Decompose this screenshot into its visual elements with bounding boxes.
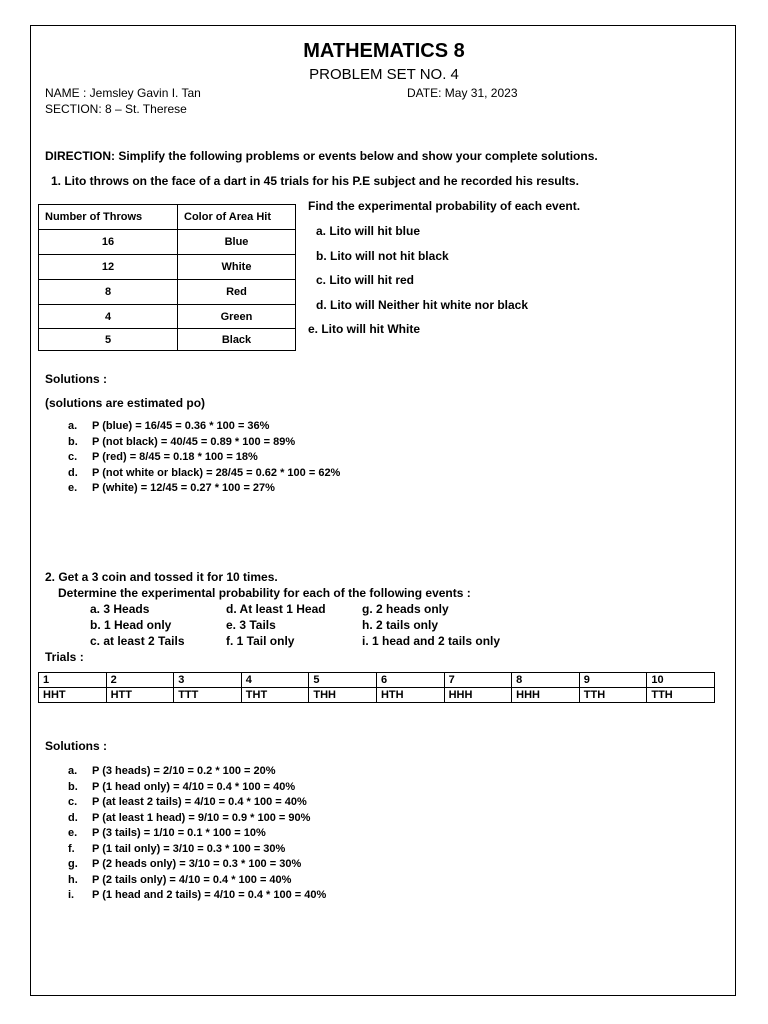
table-cell: HTH	[376, 688, 444, 703]
event-item: b. Lito will not hit black	[316, 249, 449, 263]
table-header-row	[39, 205, 296, 230]
table-cell: White	[178, 255, 296, 280]
table-row	[39, 255, 296, 280]
list-item: i. P (1 head and 2 tails) = 4/10 = 0.4 * 100 = 40%	[68, 889, 327, 901]
throws-table	[38, 204, 296, 351]
event-item: e. Lito will hit White	[308, 322, 420, 336]
table-row	[39, 230, 296, 255]
table-cell: 8	[512, 673, 580, 688]
event-item: d. Lito will Neither hit white nor black	[316, 298, 529, 312]
table-cell: 1	[39, 673, 107, 688]
list-item: h. P (2 tails only) = 4/10 = 0.4 * 100 = 40%	[68, 873, 292, 886]
table-row	[39, 329, 296, 351]
problem-2-solutions	[68, 764, 326, 904]
table-cell: Green	[178, 305, 296, 329]
table-header: Number of Throws	[39, 205, 178, 230]
table-cell: 16	[39, 230, 178, 255]
table-cell: 5	[309, 673, 377, 688]
list-item: e. P (3 tails) = 1/10 = 0.1 * 100 = 10%	[68, 827, 266, 839]
table-cell: TTT	[174, 688, 242, 703]
event-item: b. 1 Head only	[90, 618, 172, 632]
table-cell: Blue	[178, 230, 296, 255]
event-item: c. Lito will hit red	[316, 273, 415, 287]
table-cell: 4	[241, 673, 309, 688]
page-subtitle: PROBLEM SET NO. 4	[309, 66, 459, 83]
direction: DIRECTION: Simplify the following problems or events below and show your complete solutions.	[45, 149, 598, 163]
problem-2-prompt: 2. Get a 3 coin and tossed it for 10 times.	[45, 570, 278, 584]
list-item: d. P (not white or black) = 28/45 = 0.62 * 100 = 62%	[68, 466, 341, 479]
problem-1-solutions	[68, 419, 340, 497]
table-cell: THT	[241, 688, 309, 703]
event-item: f. 1 Tail only	[226, 634, 295, 648]
trials-result-row	[39, 688, 715, 703]
event-item: e. 3 Tails	[226, 618, 276, 632]
table-cell: Black	[178, 329, 296, 351]
find-instruction: Find the experimental probability of each event.	[308, 199, 581, 213]
determine-instruction: Determine the experimental probability for each of the following events :	[58, 586, 471, 600]
list-item: d. P (at least 1 head) = 9/10 = 0.9 * 100 = 90%	[68, 811, 311, 824]
list-item: c. P (red) = 8/45 = 0.18 * 100 = 18%	[68, 451, 258, 463]
section: SECTION: 8 – St. Therese	[45, 102, 187, 116]
table-cell: 3	[174, 673, 242, 688]
event-item: g. 2 heads only	[362, 602, 449, 616]
trials-label: Trials :	[45, 650, 84, 664]
table-cell: Red	[178, 280, 296, 305]
event-item: h. 2 tails only	[362, 618, 439, 632]
list-item: b. P (not black) = 40/45 = 0.89 * 100 = 89%	[68, 435, 296, 448]
trials-number-row	[39, 673, 715, 688]
table-cell: TTH	[579, 688, 647, 703]
problem-1-prompt: 1. Lito throws on the face of a dart in 45 trials for his P.E subject and he recorded his results.	[51, 174, 579, 188]
list-item: e. P (white) = 12/45 = 0.27 * 100 = 27%	[68, 482, 275, 494]
table-cell: 5	[39, 329, 178, 351]
list-item: a. P (3 heads) = 2/10 = 0.2 * 100 = 20%	[68, 765, 276, 777]
table-cell: 4	[39, 305, 178, 329]
table-cell: TTH	[647, 688, 715, 703]
table-cell: HHH	[444, 688, 512, 703]
date: DATE: May 31, 2023	[407, 86, 518, 100]
student-name: NAME : Jemsley Gavin I. Tan	[45, 86, 201, 100]
list-item: g. P (2 heads only) = 3/10 = 0.3 * 100 = 30%	[68, 858, 302, 870]
list-item: f. P (1 tail only) = 3/10 = 0.3 * 100 = 30%	[68, 842, 286, 855]
table-row	[39, 305, 296, 329]
table-row	[39, 280, 296, 305]
table-cell: 7	[444, 673, 512, 688]
table-cell: HTT	[106, 688, 174, 703]
list-item: c. P (at least 2 tails) = 4/10 = 0.4 * 100 = 40%	[68, 796, 307, 808]
list-item: b. P (1 head only) = 4/10 = 0.4 * 100 = 40%	[68, 780, 296, 793]
event-item: d. At least 1 Head	[226, 602, 326, 616]
event-item: i. 1 head and 2 tails only	[362, 634, 501, 648]
table-cell: 12	[39, 255, 178, 280]
event-item: a. Lito will hit blue	[316, 224, 420, 238]
table-cell: 10	[647, 673, 715, 688]
event-item: c. at least 2 Tails	[90, 634, 185, 648]
table-cell: HHH	[512, 688, 580, 703]
page-title: MATHEMATICS 8	[303, 40, 465, 62]
event-item: a. 3 Heads	[90, 602, 150, 616]
trials-table	[38, 672, 715, 703]
solutions-label: Solutions :	[45, 372, 107, 386]
table-cell: HHT	[39, 688, 107, 703]
table-header: Color of Area Hit	[178, 205, 296, 230]
list-item: a. P (blue) = 16/45 = 0.36 * 100 = 36%	[68, 420, 270, 432]
solutions-note: (solutions are estimated po)	[45, 396, 206, 410]
solutions-label: Solutions :	[45, 739, 107, 753]
table-cell: 2	[106, 673, 174, 688]
table-cell: THH	[309, 688, 377, 703]
table-cell: 6	[376, 673, 444, 688]
table-cell: 9	[579, 673, 647, 688]
table-cell: 8	[39, 280, 178, 305]
